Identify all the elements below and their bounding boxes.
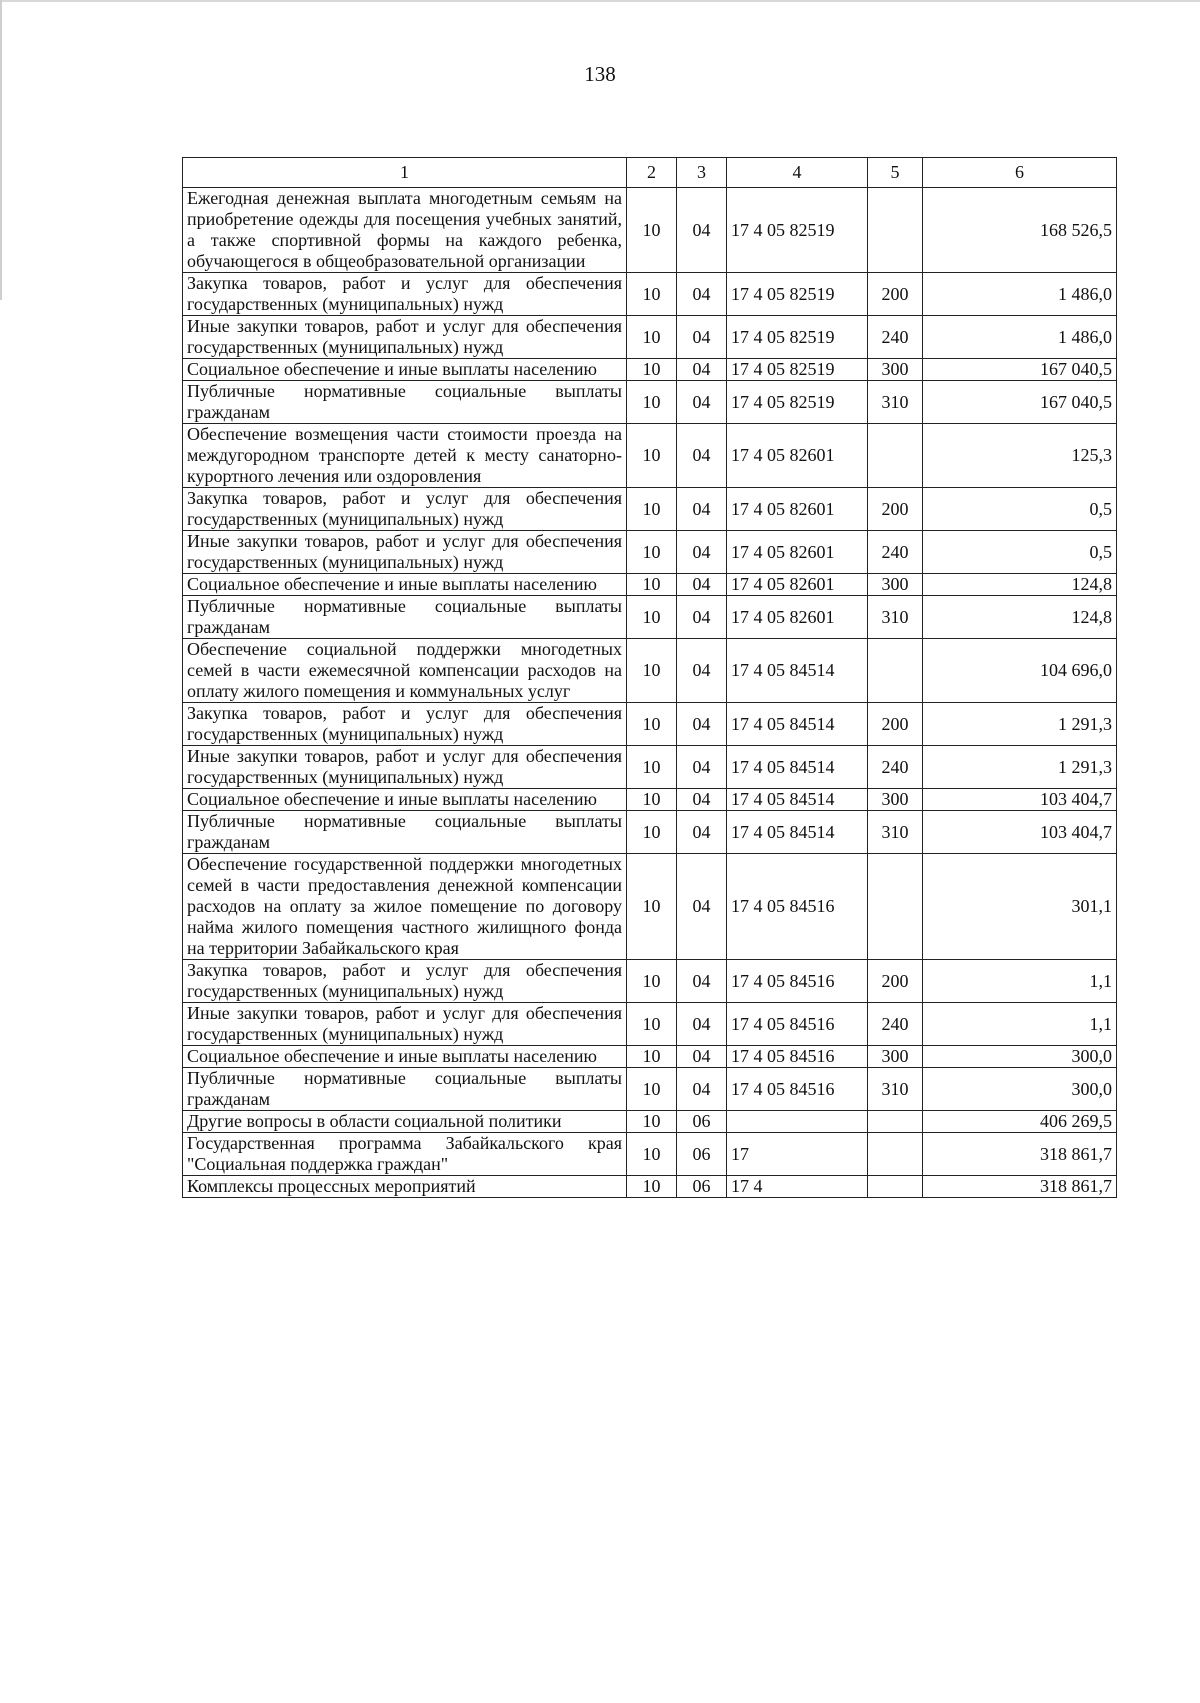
row-subsection: 04	[677, 574, 727, 596]
row-subsection: 06	[677, 1111, 727, 1133]
row-name: Государственная программа Забайкальского края "Социальная поддержка граждан"	[183, 1133, 627, 1176]
table-header	[183, 158, 1117, 188]
table-row	[183, 1068, 1117, 1111]
row-target-code: 17 4 05 84516	[727, 1068, 868, 1111]
row-expense-type: 300	[868, 359, 923, 381]
row-section: 10	[627, 316, 677, 359]
row-section: 10	[627, 854, 677, 960]
row-expense-type: 200	[868, 273, 923, 316]
row-name: Социальное обеспечение и иные выплаты населению	[183, 1046, 627, 1068]
row-section: 10	[627, 188, 677, 273]
row-target-code: 17 4 05 82519	[727, 381, 868, 424]
row-name: Закупка товаров, работ и услуг для обеспечения государственных (муниципальных) нужд	[183, 960, 627, 1003]
row-amount: 125,3	[923, 424, 1117, 488]
row-subsection: 04	[677, 316, 727, 359]
row-expense-type: 310	[868, 381, 923, 424]
row-expense-type: 300	[868, 574, 923, 596]
row-name: Обеспечение социальной поддержки многодетных семей в части ежемесячной компенсации расходов на оплату жилого помещения и коммунальных услуг	[183, 639, 627, 703]
row-name: Иные закупки товаров, работ и услуг для обеспечения государственных (муниципальных) нужд	[183, 746, 627, 789]
row-name: Социальное обеспечение и иные выплаты населению	[183, 789, 627, 811]
table-row	[183, 488, 1117, 531]
row-name: Обеспечение государственной поддержки многодетных семей в части предоставления денежной компенсации расходов на оплату за жилое помещение по договору найма жилого помещения частного жилищного фонда на территории Забайкальского края	[183, 854, 627, 960]
row-target-code: 17 4 05 82519	[727, 359, 868, 381]
table-body	[183, 188, 1117, 1198]
row-target-code	[727, 1111, 868, 1133]
table-row	[183, 574, 1117, 596]
row-expense-type: 240	[868, 531, 923, 574]
row-name: Социальное обеспечение и иные выплаты населению	[183, 574, 627, 596]
row-subsection: 04	[677, 639, 727, 703]
row-section: 10	[627, 1176, 677, 1198]
row-target-code: 17 4 05 82601	[727, 574, 868, 596]
row-section: 10	[627, 488, 677, 531]
row-subsection: 04	[677, 1003, 727, 1046]
row-section: 10	[627, 703, 677, 746]
row-amount: 124,8	[923, 596, 1117, 639]
header-col-1: 1	[183, 158, 627, 188]
row-subsection: 04	[677, 789, 727, 811]
row-amount: 1 291,3	[923, 746, 1117, 789]
row-name: Закупка товаров, работ и услуг для обеспечения государственных (муниципальных) нужд	[183, 488, 627, 531]
row-name: Комплексы процессных мероприятий	[183, 1176, 627, 1198]
row-expense-type	[868, 1176, 923, 1198]
row-subsection: 04	[677, 746, 727, 789]
row-amount: 301,1	[923, 854, 1117, 960]
row-target-code: 17 4 05 84514	[727, 639, 868, 703]
row-expense-type: 310	[868, 811, 923, 854]
row-expense-type	[868, 1133, 923, 1176]
row-section: 10	[627, 359, 677, 381]
row-expense-type: 200	[868, 488, 923, 531]
row-target-code: 17 4 05 82519	[727, 273, 868, 316]
row-target-code: 17 4 05 82601	[727, 488, 868, 531]
row-section: 10	[627, 1111, 677, 1133]
table-row	[183, 703, 1117, 746]
row-section: 10	[627, 424, 677, 488]
row-target-code: 17 4 05 84516	[727, 1003, 868, 1046]
row-expense-type	[868, 639, 923, 703]
row-subsection: 04	[677, 531, 727, 574]
row-section: 10	[627, 960, 677, 1003]
row-expense-type: 310	[868, 1068, 923, 1111]
row-name: Ежегодная денежная выплата многодетным семьям на приобретение одежды для посещения учебных занятий, а также спортивной формы на каждого ребенка, обучающегося в общеобразовательной организации	[183, 188, 627, 273]
row-subsection: 04	[677, 960, 727, 1003]
table-row	[183, 1003, 1117, 1046]
row-subsection: 04	[677, 811, 727, 854]
row-target-code: 17 4 05 84514	[727, 746, 868, 789]
row-target-code: 17 4 05 82601	[727, 424, 868, 488]
table-row	[183, 188, 1117, 273]
row-amount: 167 040,5	[923, 381, 1117, 424]
row-section: 10	[627, 596, 677, 639]
row-expense-type: 310	[868, 596, 923, 639]
row-amount: 0,5	[923, 531, 1117, 574]
table-row	[183, 316, 1117, 359]
row-expense-type: 240	[868, 1003, 923, 1046]
row-amount: 1 291,3	[923, 703, 1117, 746]
page-number: 138	[584, 62, 616, 86]
table-row	[183, 746, 1117, 789]
table-row	[183, 1111, 1117, 1133]
row-amount: 104 696,0	[923, 639, 1117, 703]
header-col-3: 3	[677, 158, 727, 188]
row-target-code: 17 4 05 82601	[727, 596, 868, 639]
scan-top-edge	[0, 0, 1200, 2]
row-target-code: 17 4 05 84516	[727, 1046, 868, 1068]
header-col-5: 5	[868, 158, 923, 188]
table-row	[183, 1133, 1117, 1176]
table-row	[183, 1046, 1117, 1068]
row-subsection: 04	[677, 854, 727, 960]
table-row	[183, 596, 1117, 639]
row-name: Другие вопросы в области социальной политики	[183, 1111, 627, 1133]
row-section: 10	[627, 811, 677, 854]
row-section: 10	[627, 381, 677, 424]
row-amount: 406 269,5	[923, 1111, 1117, 1133]
row-name: Публичные нормативные социальные выплаты гражданам	[183, 596, 627, 639]
row-expense-type: 300	[868, 789, 923, 811]
table-row	[183, 789, 1117, 811]
row-name: Публичные нормативные социальные выплаты гражданам	[183, 811, 627, 854]
row-target-code: 17 4	[727, 1176, 868, 1198]
row-amount: 318 861,7	[923, 1176, 1117, 1198]
row-target-code: 17 4 05 84514	[727, 811, 868, 854]
table-row	[183, 960, 1117, 1003]
row-amount: 1 486,0	[923, 273, 1117, 316]
row-expense-type: 200	[868, 960, 923, 1003]
row-subsection: 04	[677, 381, 727, 424]
row-expense-type	[868, 424, 923, 488]
row-subsection: 06	[677, 1176, 727, 1198]
row-name: Иные закупки товаров, работ и услуг для обеспечения государственных (муниципальных) нужд	[183, 531, 627, 574]
row-name: Публичные нормативные социальные выплаты гражданам	[183, 1068, 627, 1111]
row-section: 10	[627, 789, 677, 811]
table-row	[183, 811, 1117, 854]
row-expense-type: 240	[868, 746, 923, 789]
row-name: Обеспечение возмещения части стоимости проезда на междугородном транспорте детей к месту санаторно-курортного лечения или оздоровления	[183, 424, 627, 488]
row-amount: 1 486,0	[923, 316, 1117, 359]
row-name: Публичные нормативные социальные выплаты гражданам	[183, 381, 627, 424]
row-subsection: 04	[677, 273, 727, 316]
row-subsection: 04	[677, 488, 727, 531]
table-row	[183, 381, 1117, 424]
header-col-2: 2	[627, 158, 677, 188]
row-section: 10	[627, 639, 677, 703]
row-section: 10	[627, 746, 677, 789]
row-amount: 124,8	[923, 574, 1117, 596]
row-target-code: 17 4 05 84516	[727, 854, 868, 960]
row-section: 10	[627, 531, 677, 574]
row-target-code: 17 4 05 84516	[727, 960, 868, 1003]
table-row	[183, 424, 1117, 488]
row-target-code: 17 4 05 82601	[727, 531, 868, 574]
table-row	[183, 273, 1117, 316]
row-section: 10	[627, 574, 677, 596]
row-name: Закупка товаров, работ и услуг для обеспечения государственных (муниципальных) нужд	[183, 273, 627, 316]
header-col-6: 6	[923, 158, 1117, 188]
row-subsection: 04	[677, 188, 727, 273]
row-name: Закупка товаров, работ и услуг для обеспечения государственных (муниципальных) нужд	[183, 703, 627, 746]
table-row	[183, 359, 1117, 381]
row-amount: 1,1	[923, 960, 1117, 1003]
row-target-code: 17 4 05 82519	[727, 188, 868, 273]
row-subsection: 04	[677, 1046, 727, 1068]
row-target-code: 17 4 05 84514	[727, 789, 868, 811]
row-section: 10	[627, 1133, 677, 1176]
row-amount: 103 404,7	[923, 811, 1117, 854]
row-section: 10	[627, 1068, 677, 1111]
row-amount: 0,5	[923, 488, 1117, 531]
row-target-code: 17 4 05 82519	[727, 316, 868, 359]
header-col-4: 4	[727, 158, 868, 188]
row-target-code: 17	[727, 1133, 868, 1176]
row-section: 10	[627, 273, 677, 316]
budget-table	[182, 157, 1117, 1198]
row-expense-type	[868, 854, 923, 960]
row-subsection: 04	[677, 596, 727, 639]
row-amount: 300,0	[923, 1068, 1117, 1111]
row-amount: 1,1	[923, 1003, 1117, 1046]
row-subsection: 06	[677, 1133, 727, 1176]
row-amount: 300,0	[923, 1046, 1117, 1068]
row-amount: 103 404,7	[923, 789, 1117, 811]
row-amount: 167 040,5	[923, 359, 1117, 381]
table-row	[183, 531, 1117, 574]
row-subsection: 04	[677, 359, 727, 381]
row-target-code: 17 4 05 84514	[727, 703, 868, 746]
row-expense-type	[868, 1111, 923, 1133]
row-name: Социальное обеспечение и иные выплаты населению	[183, 359, 627, 381]
header-row	[183, 158, 1117, 188]
row-amount: 318 861,7	[923, 1133, 1117, 1176]
row-name: Иные закупки товаров, работ и услуг для обеспечения государственных (муниципальных) нужд	[183, 1003, 627, 1046]
row-name: Иные закупки товаров, работ и услуг для обеспечения государственных (муниципальных) нужд	[183, 316, 627, 359]
row-expense-type	[868, 188, 923, 273]
row-expense-type: 240	[868, 316, 923, 359]
row-subsection: 04	[677, 703, 727, 746]
table-row	[183, 1176, 1117, 1198]
row-subsection: 04	[677, 424, 727, 488]
row-expense-type: 300	[868, 1046, 923, 1068]
scan-left-edge	[0, 0, 2, 300]
table-row	[183, 854, 1117, 960]
row-section: 10	[627, 1003, 677, 1046]
row-section: 10	[627, 1046, 677, 1068]
row-amount: 168 526,5	[923, 188, 1117, 273]
table-row	[183, 639, 1117, 703]
row-expense-type: 200	[868, 703, 923, 746]
row-subsection: 04	[677, 1068, 727, 1111]
